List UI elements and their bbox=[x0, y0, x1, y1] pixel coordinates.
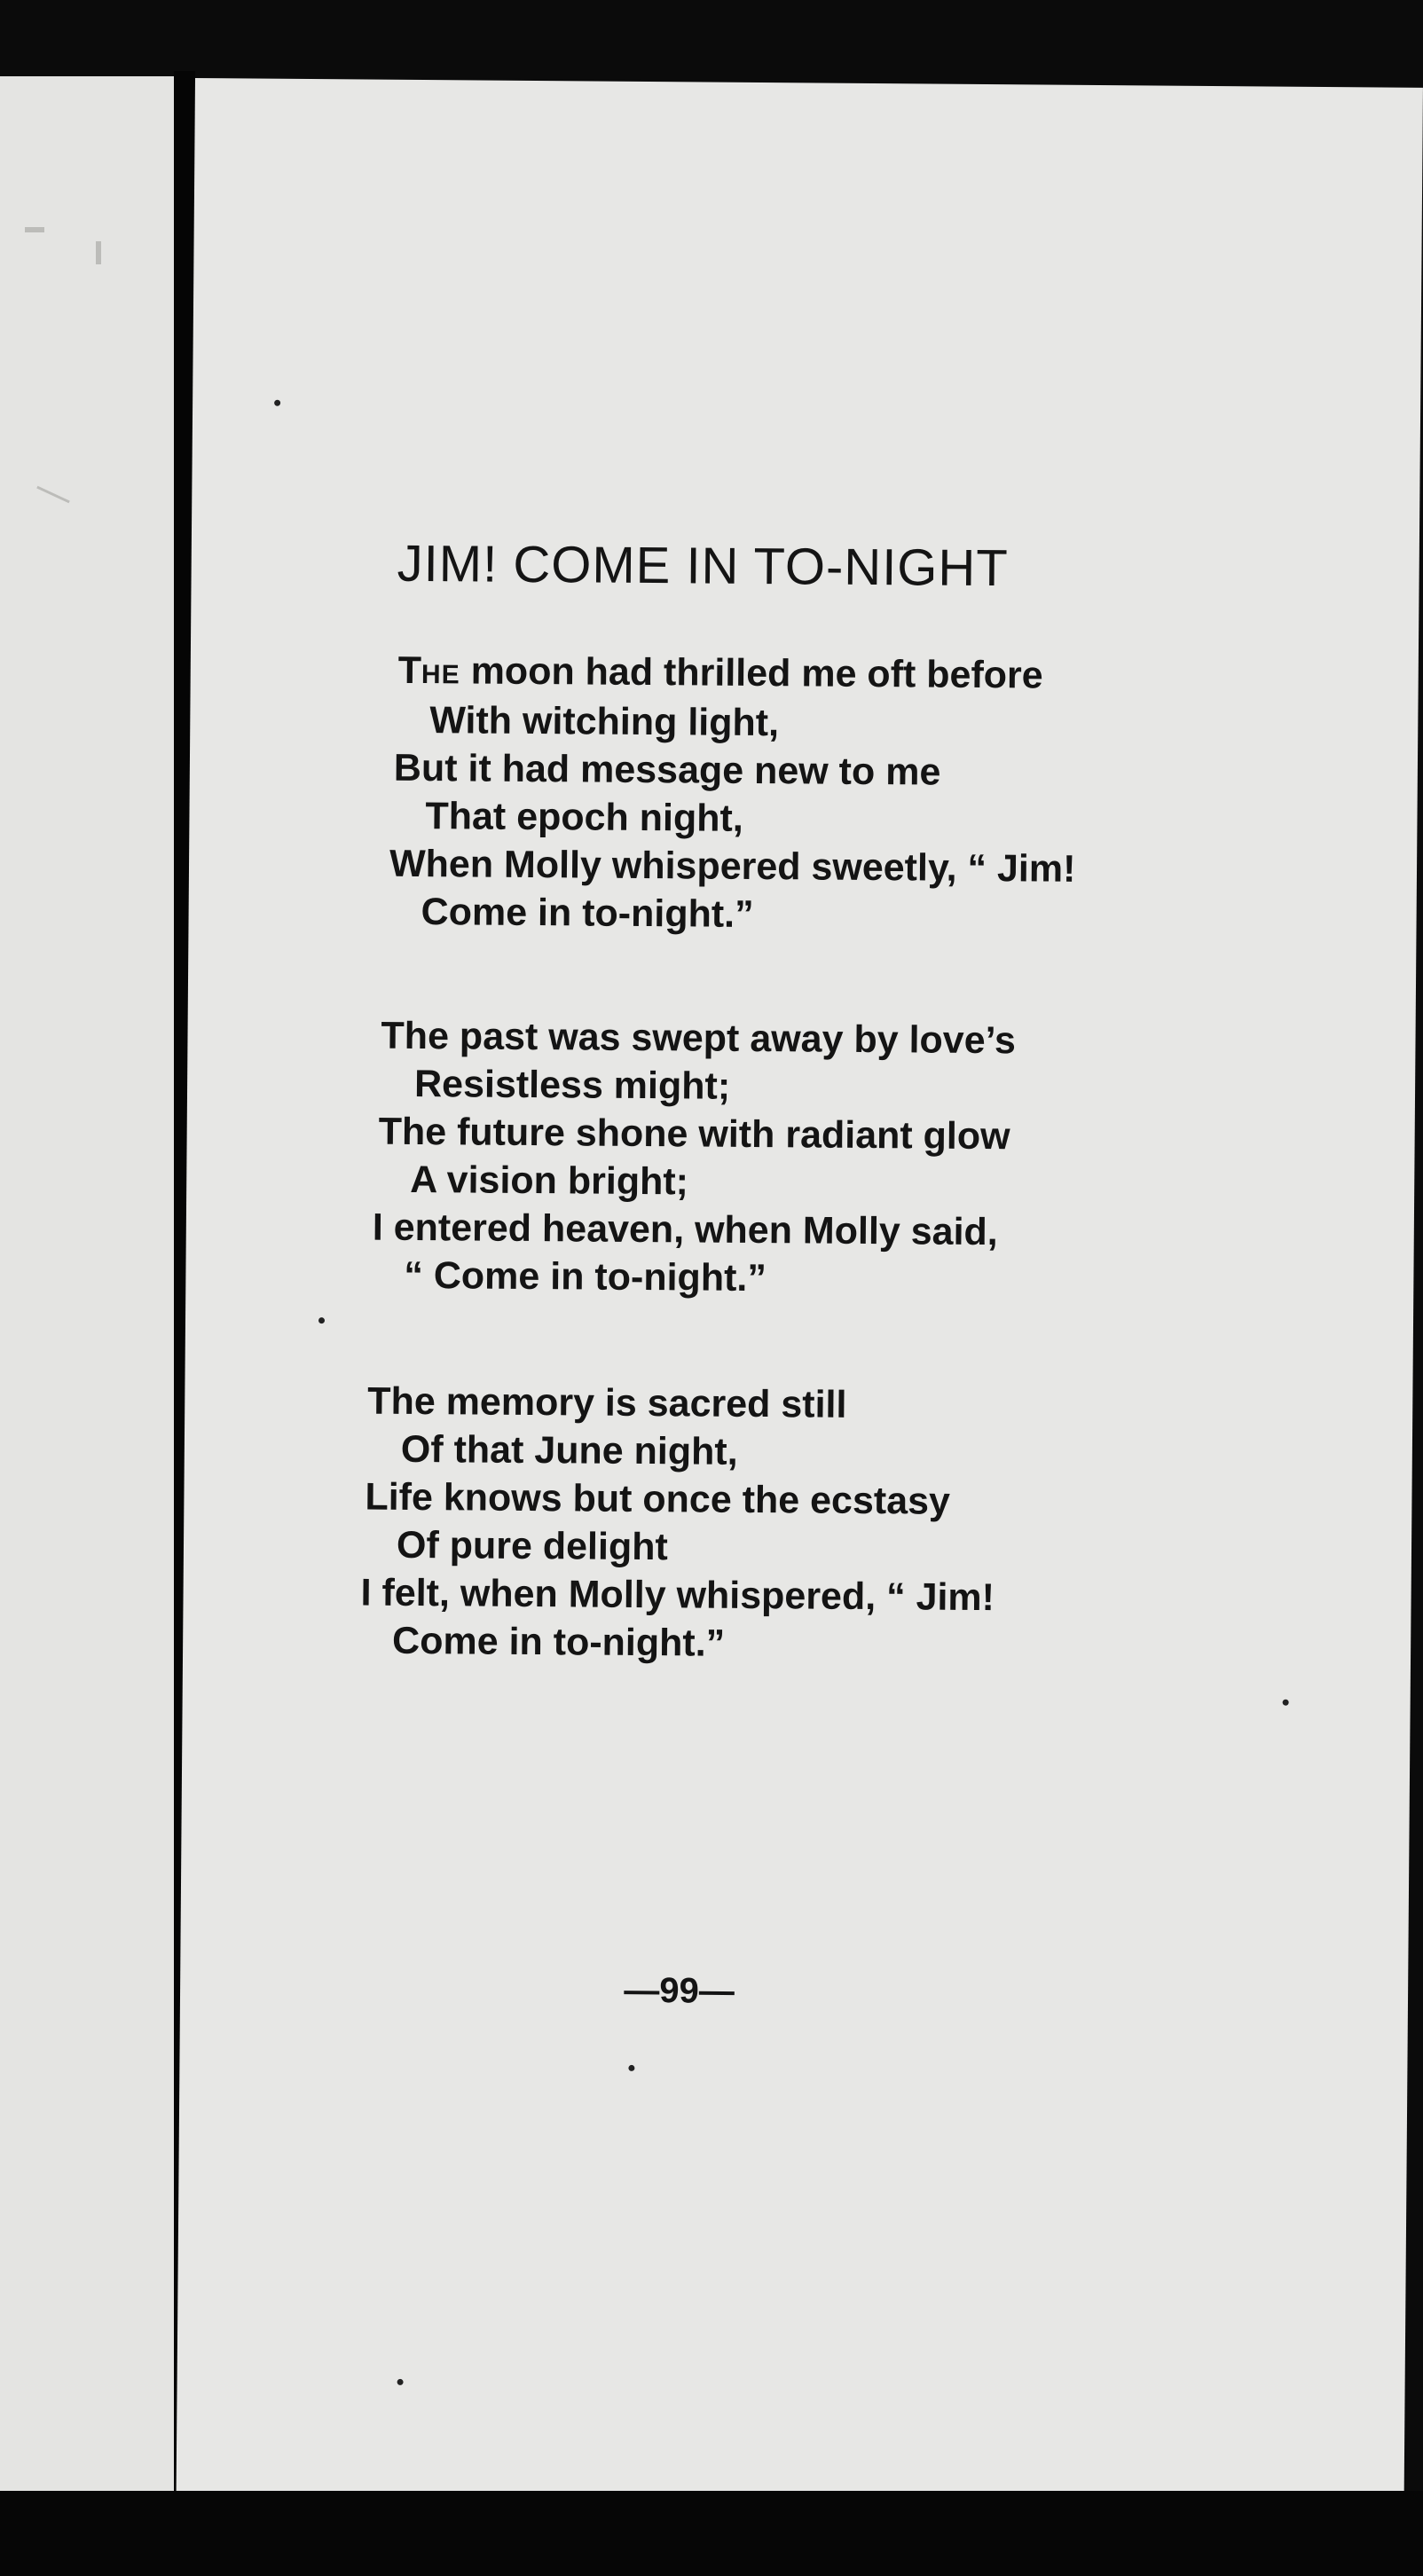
poem-line: I felt, when Molly whispered, “ Jim! bbox=[360, 1571, 995, 1620]
ink-speck bbox=[274, 400, 280, 406]
ink-smudge bbox=[36, 486, 70, 504]
facing-page-edge bbox=[0, 76, 177, 2491]
poem bbox=[176, 78, 1423, 2536]
ink-smudge bbox=[96, 241, 101, 264]
poem-title: JIM! COME IN TO-NIGHT bbox=[397, 534, 1010, 598]
scan-border-bottom bbox=[0, 2491, 1423, 2576]
poem-line: But it had message new to me bbox=[393, 746, 941, 794]
ink-speck bbox=[397, 2379, 404, 2385]
poem-line: That epoch night, bbox=[425, 795, 743, 840]
page-number: —99— bbox=[624, 1970, 735, 2011]
poem-line: When Molly whispered sweetly, “ Jim! bbox=[389, 842, 1076, 891]
ink-speck bbox=[1283, 1700, 1289, 1706]
poem-line: Come in to-night.” bbox=[421, 891, 754, 936]
poem-line: Come in to-night.” bbox=[391, 1619, 726, 1665]
poem-line: Resistless might; bbox=[413, 1062, 731, 1108]
ink-speck bbox=[628, 2065, 634, 2071]
poem-line: “ Come in to-night.” bbox=[404, 1253, 767, 1300]
poem-line-text: moon had thrilled me oft before bbox=[460, 649, 1043, 697]
poem-line: Of pure delight bbox=[396, 1523, 668, 1569]
poem-line: Life knows but once the ecstasy bbox=[365, 1475, 951, 1523]
ink-smudge bbox=[25, 227, 44, 232]
poem-line: With witching light, bbox=[429, 699, 780, 745]
book-page bbox=[176, 78, 1423, 2536]
poem-line: The future shone with radiant glow bbox=[378, 1110, 1010, 1158]
poem-line: I entered heaven, when Molly said, bbox=[372, 1206, 998, 1254]
ink-speck bbox=[318, 1317, 325, 1323]
poem-line: The past was swept away by love’s bbox=[381, 1014, 1017, 1063]
poem-line bbox=[398, 649, 1043, 698]
dropcap: T bbox=[397, 648, 422, 693]
poem-line: A vision bright; bbox=[410, 1158, 689, 1204]
dropcap-rest: HE bbox=[421, 660, 460, 690]
poem-line: Of that June night, bbox=[400, 1427, 738, 1473]
poem-line: The memory is sacred still bbox=[367, 1379, 847, 1426]
